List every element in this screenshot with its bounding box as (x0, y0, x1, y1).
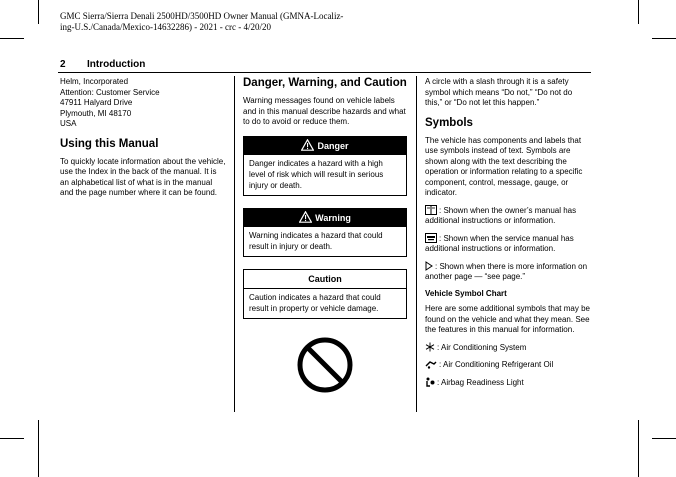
warning-triangle-icon (301, 139, 314, 151)
section-heading: Symbols (425, 116, 473, 129)
crop-mark (0, 38, 24, 39)
danger-text: Danger indicates a hazard with a high level of risk which will result in serious injury or death. (249, 158, 384, 190)
column-2 (243, 77, 407, 395)
body-paragraph: Warning messages found on vehicle labels and in this manual describe hazards and what to do to avoid or reduce them. (243, 96, 406, 126)
warning-header (244, 209, 406, 227)
page-number: 2 (60, 59, 66, 70)
symbol-text: : Airbag Readiness Light (437, 377, 524, 387)
column-1 (60, 77, 226, 205)
address-line: 47911 Halyard Drive (60, 98, 133, 107)
owner-manual-icon (425, 205, 437, 215)
body-paragraph: To quickly locate information about the vehicle, use the Index in the back of the manual. It is an alphabetical list of what is in the manual and the page number where it can be found. (60, 156, 226, 197)
section-heading: Danger, Warning, and Caution (243, 77, 407, 89)
header-rule (58, 72, 591, 73)
address-line: USA (60, 119, 77, 128)
refrigerant-oil-icon (425, 359, 437, 369)
body-paragraph: Here are some additional symbols that may be found on the vehicle and what they mean. See the features in this manual for information. (425, 304, 590, 334)
caution-box (243, 269, 407, 319)
symbol-entry (425, 205, 590, 227)
crop-mark (38, 420, 39, 477)
warning-triangle-icon (299, 211, 312, 223)
document-header-line: ing-U.S./Canada/Mexico-14632286) - 2021 - crc - 4/20/20 (60, 22, 271, 32)
crop-mark (652, 438, 676, 439)
caution-header (244, 270, 406, 289)
symbol-text: : Air Conditioning System (437, 342, 527, 352)
address-line: Helm, Incorporated (60, 77, 129, 86)
document-header-line: GMC Sierra/Sierra Denali 2500HD/3500HD Owner Manual (GMNA-Localiz- (60, 11, 344, 21)
warning-text: Warning indicates a hazard that could result in injury or death. (249, 230, 383, 251)
symbol-text: : Shown when there is more information on another page — “see page.” (425, 261, 588, 281)
document-header (60, 11, 380, 33)
running-head (60, 59, 590, 70)
service-manual-icon (425, 233, 437, 243)
symbol-text: : Shown when the service manual has additional instructions or information. (425, 233, 574, 253)
symbol-entry (425, 261, 590, 283)
symbol-entry (425, 233, 590, 255)
body-paragraph: The vehicle has components and labels that use symbols instead of text. Symbols are shown along with the text describing the operation or information relating to a specific component, control, message, gauge, or indicator. (425, 135, 583, 197)
column-3 (425, 77, 590, 394)
snowflake-icon (425, 342, 435, 352)
symbol-chart-item (425, 342, 590, 354)
airbag-icon (425, 377, 435, 387)
address-block (60, 77, 226, 130)
do-not-symbol-icon (295, 335, 355, 395)
address-line: Attention: Customer Service (60, 87, 160, 97)
column-divider (416, 76, 417, 412)
danger-box (243, 136, 407, 196)
crop-mark (638, 0, 639, 24)
symbol-text: : Shown when the owner’s manual has additional instructions or information. (425, 205, 577, 225)
section-title: Introduction (87, 59, 146, 70)
crop-mark (652, 38, 676, 39)
danger-header (244, 137, 406, 155)
subsection-heading: Vehicle Symbol Chart (425, 288, 507, 298)
warning-box (243, 208, 407, 257)
symbol-chart-item (425, 359, 590, 371)
column-divider (234, 76, 235, 412)
warning-label: Warning (315, 212, 351, 223)
section-heading: Using this Manual (60, 137, 159, 150)
danger-label: Danger (317, 140, 349, 151)
address-line: Plymouth, MI 48170 (60, 108, 132, 118)
caution-label: Caution (308, 273, 342, 284)
body-paragraph: A circle with a slash through it is a safety symbol which means “Do not,” “Do not do this,” or “Do not let this happen.” (425, 77, 573, 107)
see-page-arrow-icon (425, 261, 433, 271)
symbol-text: : Air Conditioning Refrigerant Oil (439, 360, 554, 369)
crop-mark (638, 420, 639, 477)
symbol-chart-item (425, 377, 590, 389)
caution-text: Caution indicates a hazard that could result in property or vehicle damage. (249, 292, 381, 313)
crop-mark (0, 438, 24, 439)
crop-mark (38, 0, 39, 24)
